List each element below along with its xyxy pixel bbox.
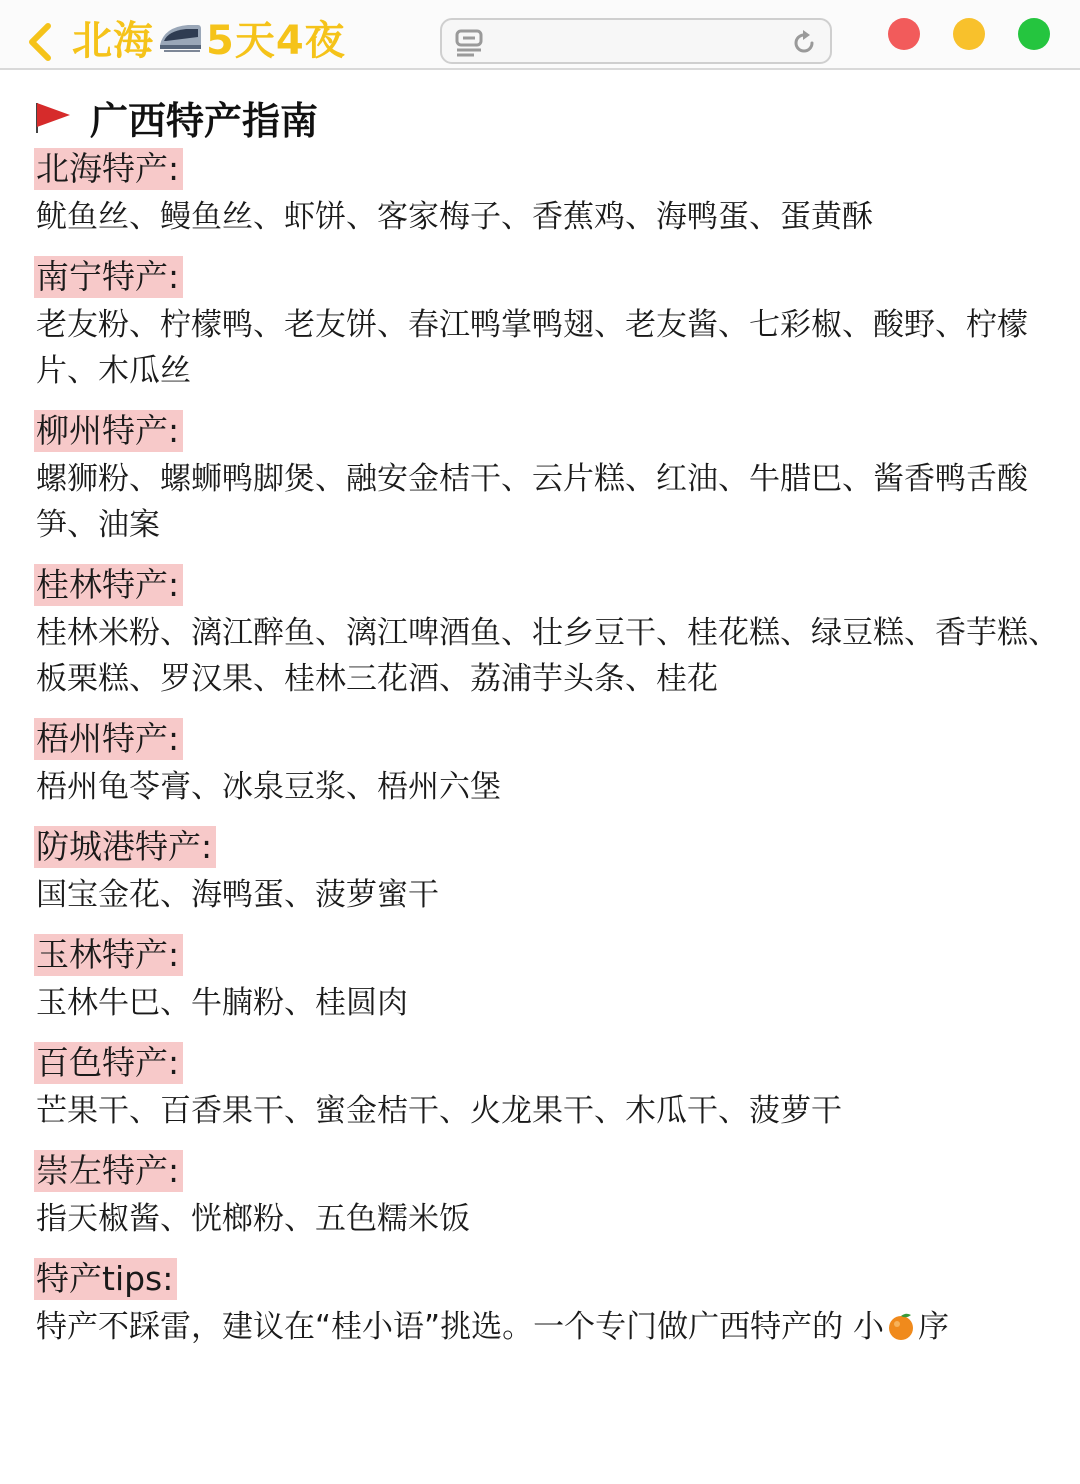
section-beihai	[36, 148, 1060, 240]
guide-title: 广西特产指南	[90, 98, 319, 143]
section-liuzhou	[36, 410, 1060, 548]
section-baise	[36, 1042, 1060, 1134]
high-speed-train-icon	[158, 19, 202, 55]
section-label: 防城港特产:	[34, 826, 216, 868]
section-items: 螺狮粉、螺蛳鸭脚煲、融安金桔干、云片糕、红油、牛腊巴、酱香鸭舌酸笋、油案	[36, 461, 1028, 543]
section-label: 桂林特产:	[34, 564, 183, 606]
specialty-list	[36, 148, 1060, 1366]
tips-text-end: 序	[917, 1309, 949, 1345]
page-title	[72, 12, 346, 62]
section-items: 国宝金花、海鸭蛋、菠萝蜜干	[36, 877, 439, 913]
address-bar[interactable]	[440, 18, 832, 64]
minimize-window-button[interactable]	[953, 18, 985, 50]
section-fangchenggang	[36, 826, 1060, 918]
section-yulin	[36, 934, 1060, 1026]
section-label: 南宁特产:	[34, 256, 183, 298]
section-label: 玉林特产:	[34, 934, 183, 976]
section-items: 桂林米粉、漓江醉鱼、漓江啤酒鱼、壮乡豆干、桂花糕、绿豆糕、香芋糕、板栗糕、罗汉果、桂林三花酒、荔浦芋头条、桂花	[36, 615, 1059, 697]
section-items: 老友粉、柠檬鸭、老友饼、春江鸭掌鸭翅、老友酱、七彩椒、酸野、柠檬片、木瓜丝	[36, 307, 1028, 389]
section-nanning	[36, 256, 1060, 394]
section-chongzuo	[36, 1150, 1060, 1242]
section-items: 指天椒酱、恍榔粉、五色糯米饭	[36, 1201, 470, 1237]
close-window-button[interactable]	[888, 18, 920, 50]
reload-icon[interactable]	[790, 29, 818, 57]
red-flag-icon	[34, 99, 72, 135]
guide-heading	[34, 92, 318, 142]
section-items: 梧州龟苓膏、冰泉豆浆、梧州六堡	[36, 769, 501, 805]
section-items: 玉林牛巴、牛腩粉、桂圆肉	[36, 985, 408, 1021]
section-label: 百色特产:	[34, 1042, 183, 1084]
tips-label: 特产tips:	[34, 1258, 177, 1300]
section-label: 梧州特产:	[34, 718, 183, 760]
tips-text-start: 特产不踩雷，建议在“桂小语”挑选。一个专门做广西特产的 小	[36, 1309, 884, 1345]
title-bar	[0, 0, 1080, 70]
section-wuzhou	[36, 718, 1060, 810]
title-duration: 5天4夜	[206, 17, 346, 64]
section-items: 鱿鱼丝、鳗鱼丝、虾饼、客家梅子、香蕉鸡、海鸭蛋、蛋黄酥	[36, 199, 873, 235]
section-guilin	[36, 564, 1060, 702]
title-location: 北海	[72, 17, 154, 64]
tips-text	[36, 1304, 1060, 1350]
section-label: 崇左特产:	[34, 1150, 183, 1192]
maximize-window-button[interactable]	[1018, 18, 1050, 50]
section-items: 芒果干、百香果干、蜜金桔干、火龙果干、木瓜干、菠萝干	[36, 1093, 842, 1129]
reader-icon	[454, 28, 484, 58]
section-label: 北海特产:	[34, 148, 183, 190]
orange-icon	[886, 1311, 916, 1341]
section-label: 柳州特产:	[34, 410, 183, 452]
section-tips	[36, 1258, 1060, 1350]
back-chevron-icon[interactable]	[24, 22, 54, 62]
